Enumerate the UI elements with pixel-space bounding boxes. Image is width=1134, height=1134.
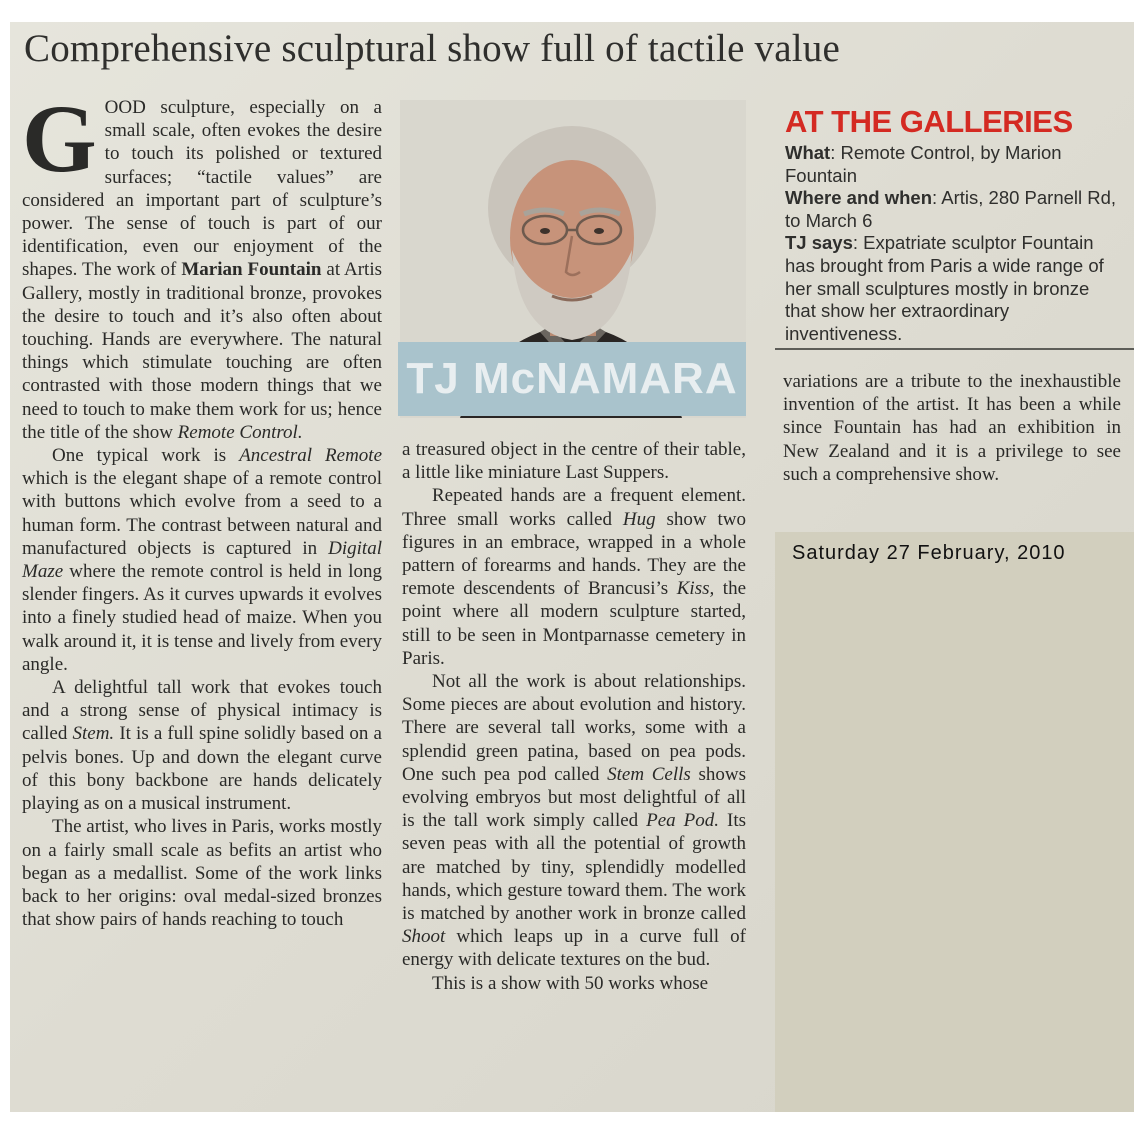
publication-date: Saturday 27 February, 2010 [792,542,1066,564]
byline: TJ McNAMARA [406,354,738,403]
newspaper-clipping [10,22,1134,1112]
where-line: Where and when: Artis, 280 Parnell Rd, to March 6 [785,187,1117,231]
headline: Comprehensive sculptural show full of tactile value [24,27,840,70]
says-line: TJ says: Expatriate sculptor Fountain has brought from Paris a wide range of her small sculptures mostly in bronze that show her extraordinary inventiveness. [785,232,1104,344]
byline-banner [398,342,746,416]
what-line: What: Remote Control, by Marion Fountain [785,142,1062,186]
sidebar-divider [775,348,1134,350]
drop-cap: G [22,85,97,192]
article-column-3: variations are a tribute to the inexhaustible invention of the artist. It has been a while since Fountain has had an exhibition in New Zealand and it is a privilege to see such a comprehensive show. [783,371,1121,485]
gallery-info-box [785,104,1125,345]
right-margin-band [775,532,1134,1112]
article-column-1: GOOD sculpture, especially on a small scale, often evokes the desire to touch its polished or textured surfaces; “tactile values” are considered an important part of sculpture’s power. The sense of touch is part of our identification, even our enjoyment of the shapes. The work of Marian Fountain at Artis Gallery, mostly in traditional bronze, provokes the desire to touch and it’s also often about touching. Hands are everywhere. The natural things which stimulate touching are often contrasted with those modern things that we need to touch to make them work for us; hence the title of the show Remote Control. One typical work is Ancestral Remote which is the elegant shape of a remote control with buttons which evolve from a seed to a human form. The contrast between natural and manufactured objects is captured in Digital Maze where the remote control is held in long slender fingers. As it curves upwards it evolves into a finely studied head of maize. When you walk around it, it is tense and lively from every angle. A delightful tall work that evokes touch and a strong sense of physical intimacy is called Stem. It is a full spine solidly based on a pelvis bones. Up and down the elegant curve of this bony backbone are hands delicately playing as on a musical instrument. The artist, who lives in Paris, works mostly on a fairly small scale as befits an artist who began as a medallist. Some of the work links back to her origins: oval medal-sized bronzes that show pairs of hands reaching to touch [22,85,383,931]
article-column-2: a treasured object in the centre of their table, a little like miniature Last Suppers. Repeated hands are a frequent element. Three small works called Hug show two figures in an embrace, wrapped in a whole pattern of forearms and hands. They are the remote descendents of Brancusi’s Kiss, the point where all modern sculpture started, still to be seen in Montparnasse cemetery in Paris. Not all the work is about relationships. Some pieces are about evolution and history. There are several tall works, some with a splendid green patina, based on pea pods. One such pea pod called Stem Cells shows evolving embryos but most delightful of all is the tall work simply called Pea Pod. Its seven peas with all the potential of growth are matched by tiny, splendidly modelled hands, which gesture toward them. The work is matched by another work in bronze called Shoot which leaps up in a curve full of energy with delicate textures on the bud. This is a show with 50 works whose [402,439,747,994]
sidebar-title: AT THE GALLERIES [785,104,1073,139]
